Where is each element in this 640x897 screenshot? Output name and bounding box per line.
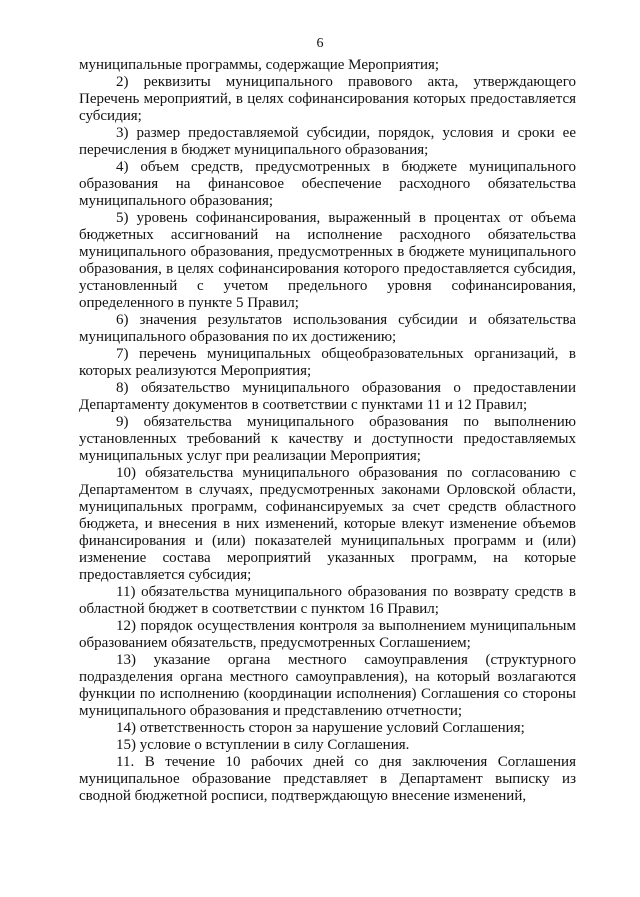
list-item-4: 4) объем средств, предусмотренных в бюджете муниципального образования на финансовое обеспечение расходного обязательства муниципального образования; [79, 159, 576, 209]
list-item-10: 10) обязательства муниципального образования по согласованию с Департаментом в случаях, предусмотренных законами Орловской области, муниципальных программ, софинансируемых за счет средств областного бюджета, и внесения в них изменений, которые влекут изменение объемов финансирования и (или) показателей муниципальных программ и (или) изменение состава мероприятий указанных программ, на которые предоставляется субсидия; [79, 465, 576, 583]
list-item-5: 5) уровень софинансирования, выраженный в процентах от объема бюджетных ассигнований на исполнение расходного обязательства муниципального образования, предусмотренных в бюджете муниципального образования, в целях софинансирования которого предоставляется субсидия, установленный с учетом предельного уровня софинансирования, определенного в пункте 5 Правил; [79, 210, 576, 311]
paragraph-continuation: муниципальные программы, содержащие Мероприятия; [79, 57, 440, 73]
list-item-6: 6) значения результатов использования субсидии и обязательства муниципального образования по их достижению; [79, 312, 576, 345]
list-item-11: 11) обязательства муниципального образования по возврату средств в областной бюджет в соответствии с пунктом 16 Правил; [79, 584, 576, 617]
list-item-12: 12) порядок осуществления контроля за выполнением муниципальным образованием обязательств, предусмотренных Соглашением; [79, 618, 576, 651]
list-item-9: 9) обязательства муниципального образования по выполнению установленных требований к качеству и доступности предоставляемых муниципальных услуг при реализации Мероприятия; [79, 414, 576, 464]
list-item-3: 3) размер предоставляемой субсидии, порядок, условия и сроки ее перечисления в бюджет муниципального образования; [79, 125, 576, 158]
list-item-8: 8) обязательство муниципального образования о предоставлении Департаменту документов в соответствии с пунктами 11 и 12 Правил; [79, 380, 576, 413]
list-item-13: 13) указание органа местного самоуправления (структурного подразделения органа местного самоуправления), на который возлагаются функции по исполнению (координации исполнения) Соглашения со стороны муниципального образования и представлению отчетности; [79, 652, 576, 719]
list-item-14: 14) ответственность сторон за нарушение условий Соглашения; [116, 720, 525, 736]
list-item-2: 2) реквизиты муниципального правового акта, утверждающего Перечень мероприятий, в целях софинансирования которых предоставляется субсидия; [79, 74, 576, 124]
clause-11: 11. В течение 10 рабочих дней со дня заключения Соглашения муниципальное образование представляет в Департамент выписку из сводной бюджетной росписи, подтверждающую внесение изменений, [79, 754, 576, 804]
list-item-15: 15) условие о вступлении в силу Соглашения. [116, 737, 410, 753]
page-number: 6 [316, 36, 324, 51]
document-body [79, 57, 576, 805]
list-item-7: 7) перечень муниципальных общеобразовательных организаций, в которых реализуются Мероприятия; [79, 346, 576, 379]
